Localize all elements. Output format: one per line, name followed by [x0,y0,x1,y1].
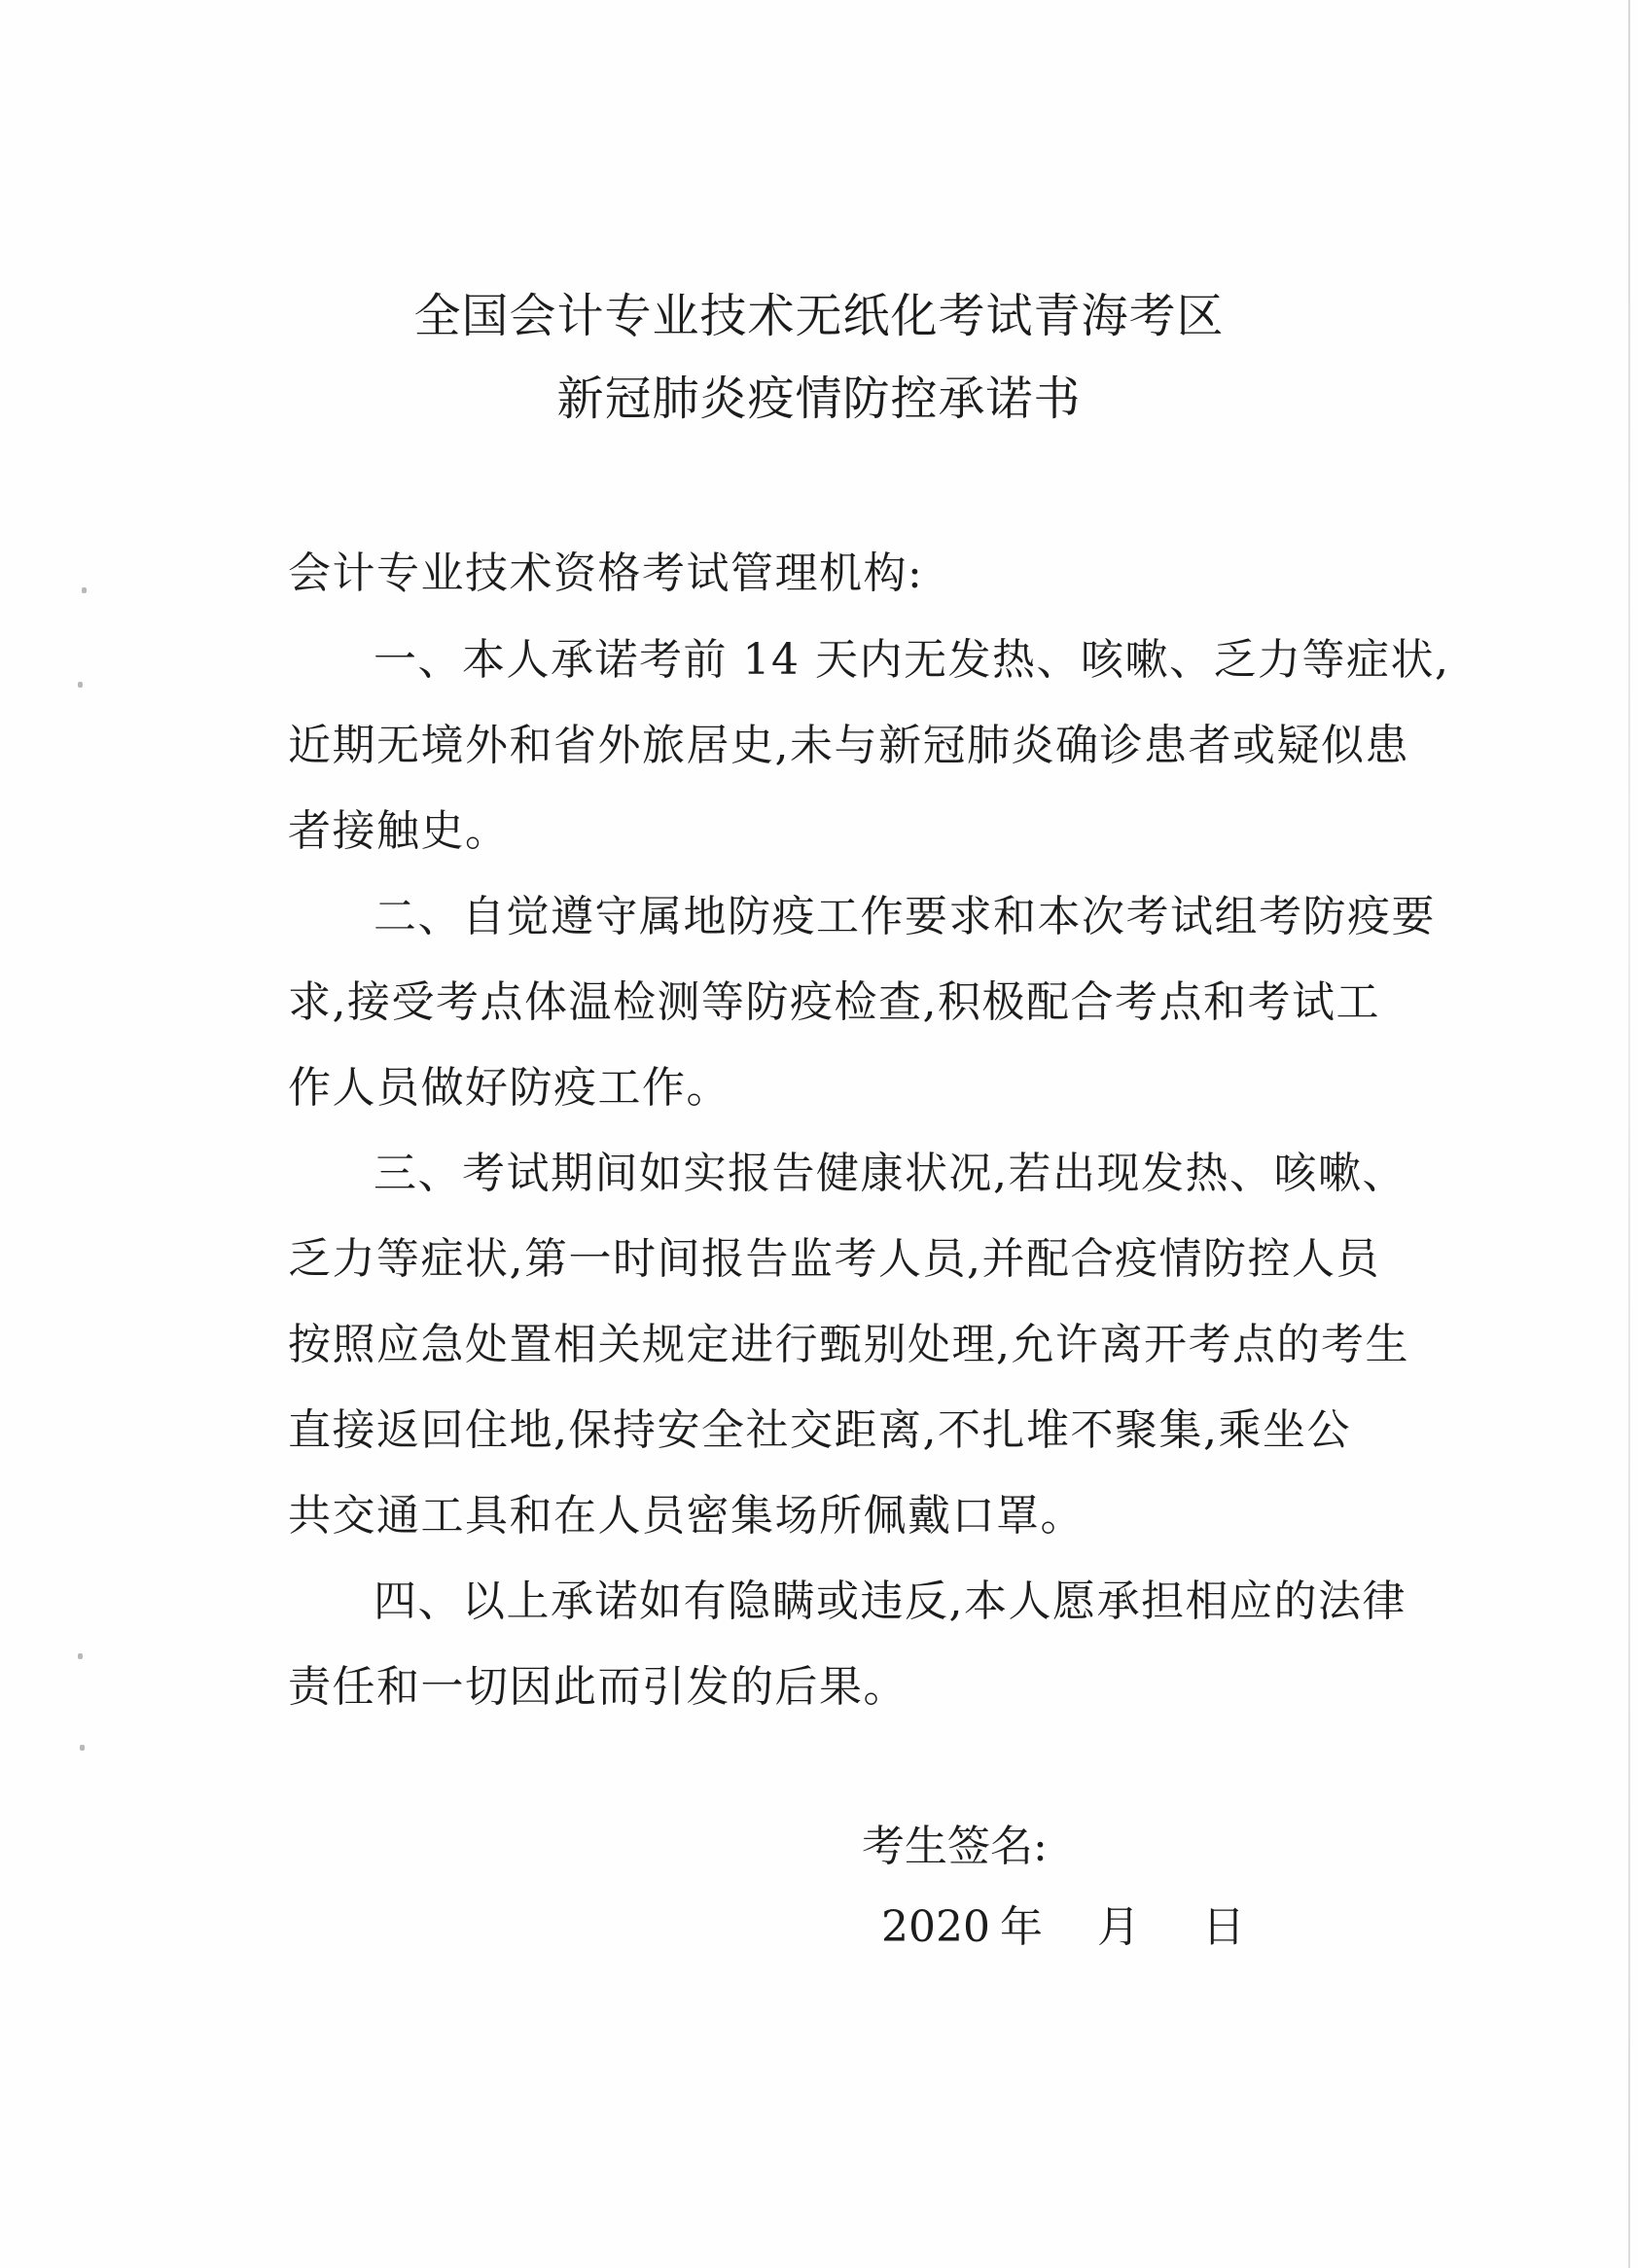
paragraph-line: 二、自觉遵守属地防疫工作要求和本次考试组考防疫要 [374,892,1436,941]
salutation: 会计专业技术资格考试管理机构: [288,549,924,598]
document-title-line1: 全国会计专业技术无纸化考试青海考区 [413,289,1225,343]
paragraph-line: 一、本人承诺考前 14 天内无发热、咳嗽、乏力等症状, [374,635,1450,685]
paragraph-line: 责任和一切因此而引发的后果。 [288,1662,908,1712]
paragraph-line: 者接触史。 [288,806,510,856]
date-month-unit: 月 [1096,1902,1140,1952]
paragraph-line: 近期无境外和省外旅居史,未与新冠肺炎确诊患者或疑似患 [288,721,1409,770]
paragraph-line: 直接返回住地,保持安全社交距离,不扎堆不聚集,乘坐公 [288,1405,1351,1455]
scan-speck [80,1745,85,1751]
paragraph-line: 作人员做好防疫工作。 [288,1063,730,1113]
date-year-unit: 年 [999,1902,1043,1952]
scan-speck [78,1653,83,1659]
paragraph-line: 三、考试期间如实报告健康状况,若出现发热、咳嗽、 [374,1149,1407,1198]
signature-label: 考生签名: [862,1822,1048,1871]
paragraph-line: 求,接受考点体温检测等防疫检查,积极配合考点和考试工 [288,977,1380,1027]
scan-speck [82,587,87,593]
paragraph-line: 共交通工具和在人员密集场所佩戴口罩。 [288,1491,1085,1541]
date-year: 2020 [881,1902,990,1952]
document-title-line2: 新冠肺炎疫情防控承诺书 [556,372,1082,426]
date-line [881,1892,1245,1954]
paragraph-line: 乏力等症状,第一时间报告监考人员,并配合疫情防控人员 [288,1234,1380,1284]
paragraph-line: 按照应急处置相关规定进行甄别处理,允许离开考点的考生 [288,1320,1409,1369]
date-day-unit: 日 [1201,1902,1245,1952]
paragraph-line: 四、以上承诺如有隐瞒或违反,本人愿承担相应的法律 [374,1577,1407,1626]
scan-speck [78,682,83,688]
